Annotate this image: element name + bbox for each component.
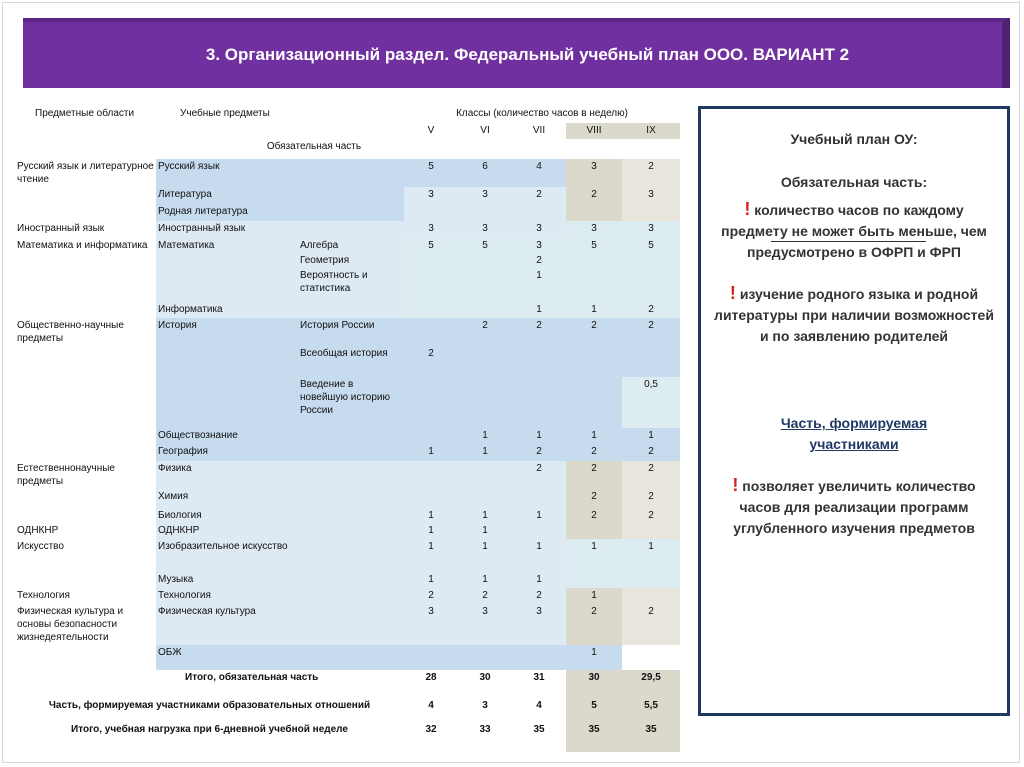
hours-cell xyxy=(404,645,458,670)
hours-cell: 2 xyxy=(622,444,680,461)
total-label: Часть, формируемая участниками образовательных отношений xyxy=(15,698,404,722)
hours-cell: 2 xyxy=(512,318,566,346)
subject-cell xyxy=(156,346,298,377)
hours-cell: 1 xyxy=(622,428,680,444)
hours-cell: 3 xyxy=(404,221,458,238)
hours-cell: 1 xyxy=(404,508,458,523)
hours-cell: 3 xyxy=(622,187,680,204)
subsubject-cell: Алгебра xyxy=(298,238,404,253)
total-cell: 32 xyxy=(404,722,458,752)
subject-cell: Обществознание xyxy=(156,428,298,444)
subsubject-cell xyxy=(298,302,404,318)
hours-cell xyxy=(404,318,458,346)
hours-cell xyxy=(404,204,458,221)
exclamation-icon: ! xyxy=(732,475,739,495)
hours-cell xyxy=(404,461,458,489)
curriculum-table xyxy=(15,106,680,752)
grade-header: VII xyxy=(512,123,566,139)
hours-cell: 1 xyxy=(458,444,512,461)
total-cell: 33 xyxy=(458,722,512,752)
hours-cell xyxy=(566,204,622,221)
total-row xyxy=(15,722,680,752)
part-heading: Часть, формируемая участниками xyxy=(780,415,928,452)
hours-cell: 1 xyxy=(458,539,512,572)
note-native-language: ! изучение родного языка и родной литературы при наличии возможностей и по заявлению родителей xyxy=(714,283,994,344)
area-cell xyxy=(15,508,156,523)
hours-cell: 4 xyxy=(512,159,566,187)
table-row xyxy=(15,318,680,346)
hours-cell xyxy=(566,377,622,428)
table-row xyxy=(15,346,680,377)
area-cell xyxy=(15,444,156,461)
hours-cell: 1 xyxy=(404,539,458,572)
hours-cell: 0,5 xyxy=(622,377,680,428)
hours-cell: 2 xyxy=(566,444,622,461)
subject-cell: Биология xyxy=(156,508,298,523)
subsubject-cell: Введение в новейшую историю России xyxy=(298,377,404,428)
mandatory-row xyxy=(15,139,680,159)
subsubject-cell xyxy=(298,572,404,588)
table-row xyxy=(15,221,680,238)
hours-cell xyxy=(458,253,512,268)
hours-cell xyxy=(458,489,512,508)
hours-cell: 2 xyxy=(512,588,566,604)
area-cell: Искусство xyxy=(15,539,156,572)
hours-cell: 5 xyxy=(404,238,458,253)
subject-cell: Изобразительное искусство xyxy=(156,539,298,572)
area-cell xyxy=(15,187,156,204)
area-cell xyxy=(15,428,156,444)
hours-cell: 1 xyxy=(566,539,622,572)
subject-cell xyxy=(156,268,298,302)
hours-cell: 3 xyxy=(404,604,458,645)
hours-cell: 2 xyxy=(566,604,622,645)
hours-cell xyxy=(404,489,458,508)
subsubject-cell: Всеобщая история xyxy=(298,346,404,377)
subsubject-cell xyxy=(298,489,404,508)
hours-cell: 2 xyxy=(566,508,622,523)
hours-cell: 3 xyxy=(622,221,680,238)
subject-cell xyxy=(156,253,298,268)
hours-cell: 1 xyxy=(622,539,680,572)
table-row xyxy=(15,187,680,204)
subsubject-cell xyxy=(298,588,404,604)
hours-cell: 1 xyxy=(512,428,566,444)
hours-cell xyxy=(458,377,512,428)
hours-cell xyxy=(458,268,512,302)
total-label: Итого, учебная нагрузка при 6-дневной учебной неделе xyxy=(15,722,404,752)
area-cell: Общественно-научные предметы xyxy=(15,318,156,346)
subsubject-cell xyxy=(298,539,404,572)
hours-cell: 2 xyxy=(404,588,458,604)
grade-header: V xyxy=(404,123,458,139)
hours-cell: 2 xyxy=(566,318,622,346)
subject-cell: ОБЖ xyxy=(156,645,298,670)
table-row xyxy=(15,604,680,645)
hours-cell: 1 xyxy=(566,428,622,444)
notes-heading: Учебный план ОУ: xyxy=(790,131,918,147)
area-cell: Физическая культура и основы безопасности жизнедеятельности xyxy=(15,604,156,645)
hours-cell: 2 xyxy=(622,461,680,489)
hours-cell xyxy=(622,523,680,539)
hours-cell xyxy=(622,346,680,377)
total-cell: 3 xyxy=(458,698,512,722)
area-cell xyxy=(15,377,156,428)
table-row xyxy=(15,508,680,523)
text-rule xyxy=(771,241,926,242)
hours-cell: 1 xyxy=(566,302,622,318)
total-row xyxy=(15,698,680,722)
area-cell xyxy=(15,489,156,508)
subsubject-cell xyxy=(298,428,404,444)
area-cell xyxy=(15,268,156,302)
hours-cell: 1 xyxy=(458,508,512,523)
hours-cell: 3 xyxy=(458,604,512,645)
hours-cell: 5 xyxy=(458,238,512,253)
note-increase-hours: ! позволяет увеличить количество часов для реализации программ углубленного изучения предметов xyxy=(732,475,976,536)
area-cell xyxy=(15,645,156,670)
header-row xyxy=(15,106,680,123)
hours-cell: 1 xyxy=(458,428,512,444)
area-cell: Технология xyxy=(15,588,156,604)
subject-cell: Литература xyxy=(156,187,298,204)
area-cell xyxy=(15,302,156,318)
subsubject-cell: История России xyxy=(298,318,404,346)
hours-cell: 2 xyxy=(622,604,680,645)
hours-cell: 2 xyxy=(458,588,512,604)
exclamation-icon: ! xyxy=(744,199,751,219)
hours-cell: 1 xyxy=(512,539,566,572)
hours-cell: 5 xyxy=(404,159,458,187)
subject-cell: Технология xyxy=(156,588,298,604)
hours-cell: 2 xyxy=(512,187,566,204)
hours-cell xyxy=(512,645,566,670)
hours-cell: 1 xyxy=(512,268,566,302)
hours-cell xyxy=(458,645,512,670)
hours-cell xyxy=(458,461,512,489)
hours-cell xyxy=(622,645,680,670)
hours-cell xyxy=(566,523,622,539)
hours-cell: 2 xyxy=(622,318,680,346)
area-cell xyxy=(15,572,156,588)
hours-cell xyxy=(566,268,622,302)
subsubject-cell xyxy=(298,444,404,461)
area-cell: Математика и информатика xyxy=(15,238,156,253)
total-cell: 35 xyxy=(566,722,622,752)
total-cell: 30 xyxy=(458,670,512,698)
hours-cell xyxy=(622,204,680,221)
grade-header: IX xyxy=(622,123,680,139)
col-header-areas: Предметные области xyxy=(15,106,156,123)
area-cell xyxy=(15,253,156,268)
page-title: 3. Организационный раздел. Федеральный учебный план ООО. ВАРИАНТ 2 xyxy=(205,45,850,64)
hours-cell: 1 xyxy=(404,523,458,539)
table-row xyxy=(15,523,680,539)
subject-cell: Русский язык xyxy=(156,159,298,187)
hours-cell xyxy=(566,253,622,268)
hours-cell: 3 xyxy=(458,187,512,204)
hours-cell: 1 xyxy=(566,588,622,604)
hours-cell: 1 xyxy=(512,572,566,588)
col-header-classes: Классы (количество часов в неделю) xyxy=(404,106,680,123)
notes-subheading: Обязательная часть: xyxy=(780,174,928,190)
subject-cell: История xyxy=(156,318,298,346)
table-row xyxy=(15,489,680,508)
subsubject-cell xyxy=(298,461,404,489)
hours-cell: 2 xyxy=(512,461,566,489)
table-row xyxy=(15,159,680,187)
table-row xyxy=(15,238,680,253)
hours-cell xyxy=(512,204,566,221)
hours-cell: 2 xyxy=(622,508,680,523)
total-cell: 4 xyxy=(512,698,566,722)
total-cell: 31 xyxy=(512,670,566,698)
subject-cell: Физика xyxy=(156,461,298,489)
table-row xyxy=(15,428,680,444)
hours-cell: 1 xyxy=(566,645,622,670)
subject-cell: Химия xyxy=(156,489,298,508)
hours-cell xyxy=(458,204,512,221)
grade-header: VIII xyxy=(566,123,622,139)
subsubject-cell xyxy=(298,221,404,238)
hours-cell xyxy=(404,302,458,318)
table-row xyxy=(15,645,680,670)
hours-cell: 1 xyxy=(458,523,512,539)
subject-cell: Информатика xyxy=(156,302,298,318)
hours-cell: 6 xyxy=(458,159,512,187)
table-row xyxy=(15,588,680,604)
area-cell: ОДНКНР xyxy=(15,523,156,539)
hours-cell: 3 xyxy=(566,159,622,187)
hours-cell: 2 xyxy=(566,489,622,508)
hours-cell xyxy=(622,268,680,302)
total-cell: 29,5 xyxy=(622,670,680,698)
total-cell: 35 xyxy=(622,722,680,752)
area-cell: Русский язык и литературное чтение xyxy=(15,159,156,187)
hours-cell: 2 xyxy=(622,302,680,318)
area-cell: Естественнонаучные предметы xyxy=(15,461,156,489)
area-cell xyxy=(15,346,156,377)
subject-cell: Физическая культура xyxy=(156,604,298,645)
hours-cell: 2 xyxy=(404,346,458,377)
hours-cell: 5 xyxy=(622,238,680,253)
table-row xyxy=(15,461,680,489)
hours-cell: 2 xyxy=(566,187,622,204)
col-header-subjects: Учебные предметы xyxy=(156,106,404,123)
hours-cell xyxy=(512,523,566,539)
hours-cell: 1 xyxy=(404,572,458,588)
table-row xyxy=(15,204,680,221)
hours-cell: 1 xyxy=(512,508,566,523)
subject-cell: География xyxy=(156,444,298,461)
subsubject-cell: Вероятность и статистика xyxy=(298,268,404,302)
hours-cell xyxy=(512,489,566,508)
hours-cell: 2 xyxy=(512,444,566,461)
subsubject-cell xyxy=(298,159,404,187)
grades-row xyxy=(15,123,680,139)
total-cell: 28 xyxy=(404,670,458,698)
hours-cell: 2 xyxy=(622,159,680,187)
hours-cell xyxy=(566,572,622,588)
title-banner xyxy=(23,18,1010,88)
hours-cell xyxy=(622,572,680,588)
subject-cell: ОДНКНР xyxy=(156,523,298,539)
hours-cell: 3 xyxy=(512,221,566,238)
total-cell: 4 xyxy=(404,698,458,722)
hours-cell: 1 xyxy=(458,572,512,588)
hours-cell: 3 xyxy=(566,221,622,238)
table-row xyxy=(15,539,680,572)
total-cell: 5,5 xyxy=(622,698,680,722)
subsubject-cell xyxy=(298,187,404,204)
subsubject-cell xyxy=(298,508,404,523)
area-cell xyxy=(15,204,156,221)
hours-cell xyxy=(404,268,458,302)
hours-cell: 3 xyxy=(512,238,566,253)
hours-cell: 2 xyxy=(566,461,622,489)
hours-cell: 3 xyxy=(458,221,512,238)
note-min-hours: ! количество часов по каждому предмету не может быть меньше, чем предусмотрено в ОФРП и ФРП xyxy=(721,199,987,260)
mandatory-label: Обязательная часть xyxy=(156,139,404,159)
total-cell: 30 xyxy=(566,670,622,698)
notes-panel xyxy=(698,106,1010,716)
hours-cell: 1 xyxy=(404,444,458,461)
hours-cell: 3 xyxy=(512,604,566,645)
hours-cell xyxy=(404,377,458,428)
hours-cell: 5 xyxy=(566,238,622,253)
subject-cell xyxy=(156,377,298,428)
hours-cell xyxy=(622,588,680,604)
grade-header: VI xyxy=(458,123,512,139)
subsubject-cell: Геометрия xyxy=(298,253,404,268)
table-row xyxy=(15,253,680,268)
subject-cell: Иностранный язык xyxy=(156,221,298,238)
hours-cell xyxy=(404,253,458,268)
subsubject-cell xyxy=(298,204,404,221)
total-cell: 35 xyxy=(512,722,566,752)
subject-cell: Музыка xyxy=(156,572,298,588)
hours-cell: 3 xyxy=(404,187,458,204)
total-cell: 5 xyxy=(566,698,622,722)
subsubject-cell xyxy=(298,523,404,539)
hours-cell xyxy=(404,428,458,444)
exclamation-icon: ! xyxy=(729,283,736,303)
table-row xyxy=(15,302,680,318)
hours-cell xyxy=(566,346,622,377)
hours-cell xyxy=(622,253,680,268)
hours-cell xyxy=(512,346,566,377)
table-row xyxy=(15,572,680,588)
table-row xyxy=(15,444,680,461)
subject-cell: Родная литература xyxy=(156,204,298,221)
hours-cell: 1 xyxy=(512,302,566,318)
hours-cell xyxy=(458,302,512,318)
subject-cell: Математика xyxy=(156,238,298,253)
table-row xyxy=(15,268,680,302)
total-row xyxy=(15,670,680,698)
table-row xyxy=(15,377,680,428)
subsubject-cell xyxy=(298,645,404,670)
hours-cell: 2 xyxy=(622,489,680,508)
subsubject-cell xyxy=(298,604,404,645)
total-label: Итого, обязательная часть xyxy=(15,670,404,698)
hours-cell: 2 xyxy=(458,318,512,346)
hours-cell xyxy=(458,346,512,377)
area-cell: Иностранный язык xyxy=(15,221,156,238)
hours-cell xyxy=(512,377,566,428)
hours-cell: 2 xyxy=(512,253,566,268)
